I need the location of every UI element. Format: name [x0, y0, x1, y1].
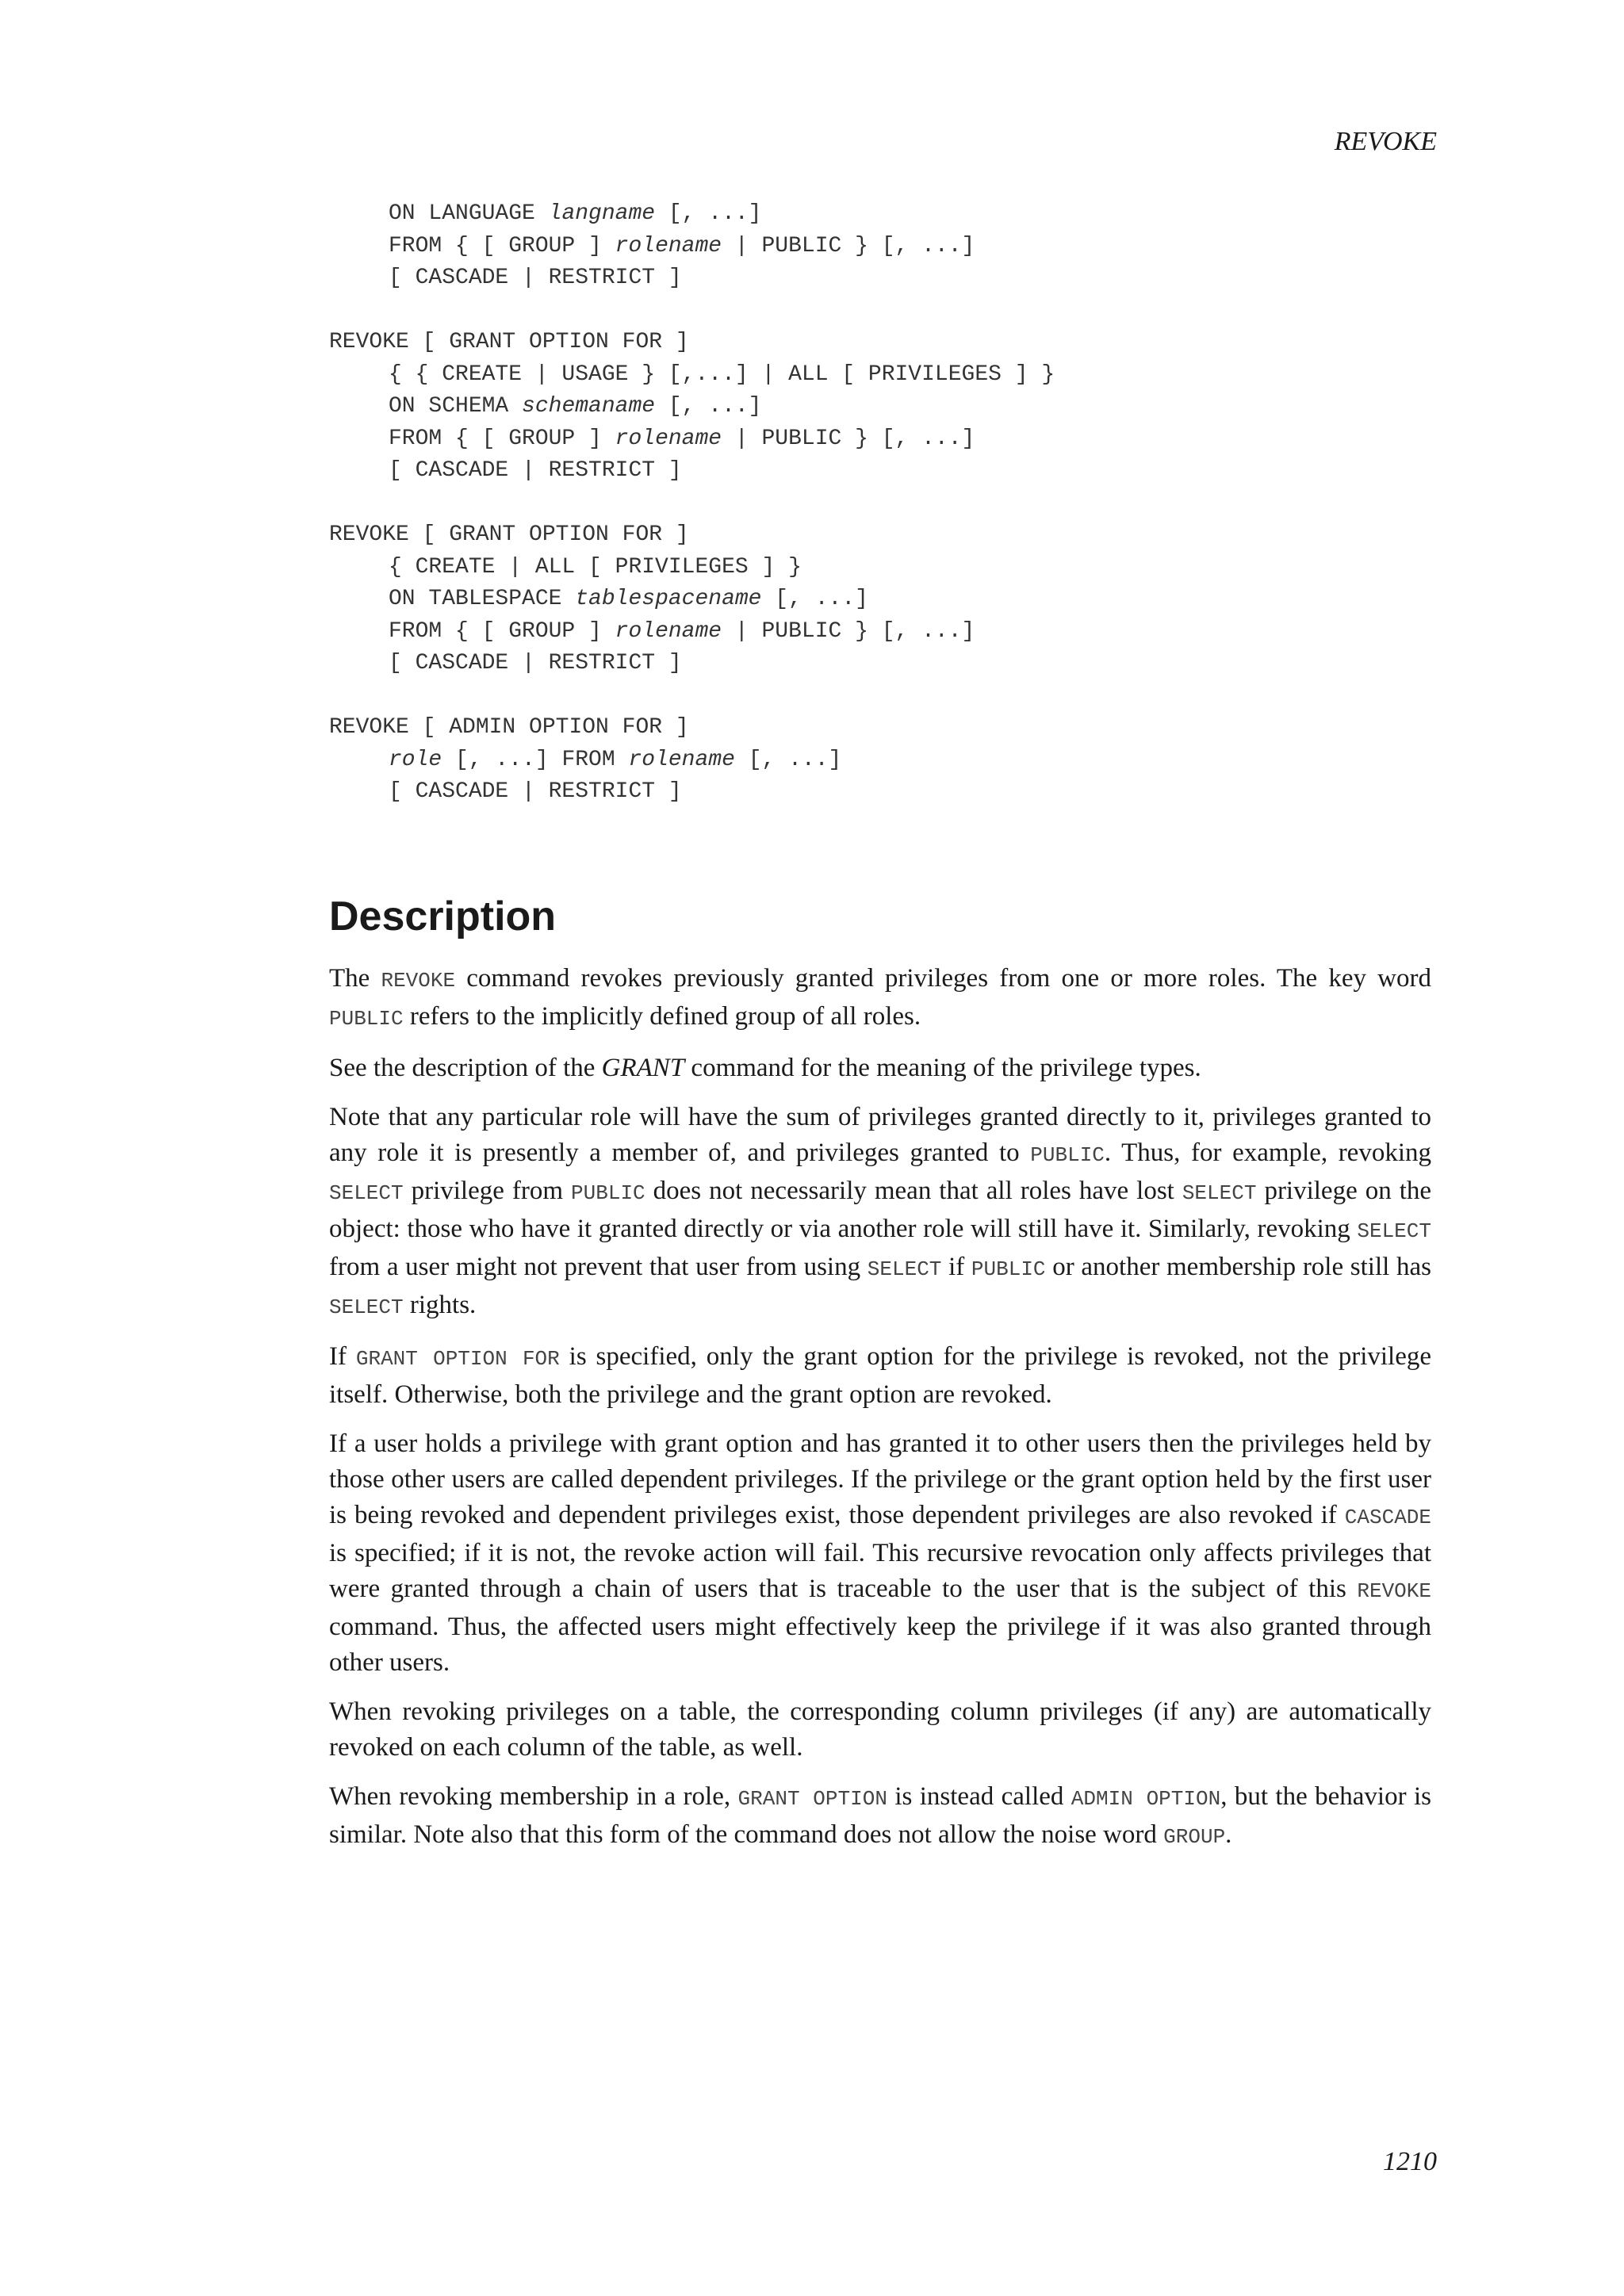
inline-code: SELECT — [329, 1295, 404, 1319]
synopsis-text: | PUBLIC } [, ...] — [722, 233, 975, 258]
synopsis-line — [329, 423, 1055, 456]
inline-code: GRANT OPTION — [737, 1787, 887, 1811]
synopsis-line — [329, 776, 1055, 809]
inline-code: PUBLIC — [329, 1007, 404, 1031]
paragraph-text: When revoking privileges on a table, the corresponding column privileges (if any) are automatically revoked on each column of the table, as well. — [329, 1697, 1431, 1762]
synopsis-line — [329, 391, 1055, 423]
synopsis-line — [329, 744, 1055, 777]
paragraph-text: command revokes previously granted privileges from one or more roles. The key word — [455, 964, 1431, 993]
synopsis-text: { CREATE | ALL [ PRIVILEGES ] } — [389, 554, 802, 580]
synopsis-text: ON TABLESPACE — [389, 587, 576, 611]
synopsis-text: REVOKE [ ADMIN OPTION FOR ] — [329, 715, 689, 740]
running-header: REVOKE — [1334, 127, 1437, 156]
paragraph-text: When revoking membership in a role, — [329, 1782, 738, 1811]
synopsis-line — [329, 552, 1055, 584]
inline-code: REVOKE — [381, 969, 456, 993]
synopsis-line — [329, 359, 1055, 392]
description-body — [329, 961, 1431, 1869]
inline-code: ADMIN OPTION — [1071, 1787, 1221, 1811]
paragraph-text: The — [329, 964, 381, 993]
synopsis-line — [329, 295, 1055, 327]
paragraph-text: if — [941, 1253, 971, 1281]
inline-code: SELECT — [1182, 1181, 1257, 1205]
paragraph-text: If a user holds a privilege with grant option and has granted it to other users then the privileges held by those other users are called dependent privileges. If the privilege or the grant option held by the first user is being revoked and dependent privileges exist, those dependent privileges are also revoked if — [329, 1429, 1431, 1529]
paragraph-text: . — [1225, 1820, 1232, 1849]
paragraph-text: , but the behavior is similar. Note also that this form of the command does not allow the noise word — [329, 1782, 1431, 1849]
synopsis-line — [329, 648, 1055, 680]
synopsis-text: REVOKE [ GRANT OPTION FOR ] — [329, 522, 689, 547]
paragraph-text: If — [329, 1342, 356, 1371]
description-paragraph — [329, 1050, 1431, 1086]
inline-code: PUBLIC — [1030, 1143, 1105, 1167]
synopsis-text: FROM { [ GROUP ] — [389, 618, 615, 644]
inline-code: GRANT OPTION FOR — [355, 1347, 560, 1371]
inline-code: SELECT — [329, 1181, 404, 1205]
paragraph-text: command. Thus, the affected users might effectively keep the privilege if it was also granted through other users. — [329, 1613, 1431, 1677]
inline-code: PUBLIC — [971, 1257, 1046, 1281]
synopsis-text: { { CREATE | USAGE } [,...] | ALL [ PRIVILEGES ] } — [389, 362, 1055, 387]
synopsis-text: REVOKE [ GRANT OPTION FOR ] — [329, 330, 689, 354]
description-paragraph — [329, 1694, 1431, 1766]
page-number: 1210 — [1383, 2147, 1437, 2176]
inline-code: PUBLIC — [571, 1181, 645, 1205]
synopsis-line — [329, 680, 1055, 713]
paragraph-text: command for the meaning of the privilege types. — [684, 1054, 1201, 1082]
synopsis-text: [ CASCADE | RESTRICT ] — [389, 266, 682, 290]
paragraph-text: Note that any particular role will have the sum of privileges granted directly to it, privileges granted to any role it is presently a member of, and privileges granted to — [329, 1103, 1431, 1167]
synopsis-placeholder: schemaname — [522, 394, 656, 419]
paragraph-text: privilege on the object: those who have it granted directly or via another role will still have it. Similarly, revoking — [329, 1177, 1432, 1243]
description-paragraph — [329, 1779, 1431, 1855]
paragraph-text: refers to the implicitly defined group of all roles. — [403, 1002, 921, 1031]
synopsis-text: FROM { [ GROUP ] — [389, 233, 615, 258]
synopsis-line — [329, 231, 1055, 263]
paragraph-text: is specified, only the grant option for the privilege is revoked, not the privilege itself. Otherwise, both the privilege and the grant option are revoked. — [329, 1342, 1431, 1409]
paragraph-text: . Thus, for example, revoking — [1104, 1138, 1431, 1167]
synopsis-line — [329, 712, 1055, 744]
description-paragraph — [329, 1426, 1431, 1681]
synopsis-text: [, ...] — [655, 201, 762, 226]
synopsis-line — [329, 455, 1055, 488]
synopsis-code-block — [329, 198, 1055, 809]
synopsis-line — [329, 327, 1055, 359]
synopsis-text: | PUBLIC } [, ...] — [722, 426, 975, 451]
synopsis-text: ON SCHEMA — [389, 394, 523, 419]
paragraph-text: is instead called — [887, 1782, 1071, 1811]
command-reference: GRANT — [601, 1054, 685, 1082]
description-paragraph — [329, 961, 1431, 1037]
synopsis-placeholder: rolename — [615, 426, 722, 451]
synopsis-text: [, ...] FROM — [442, 747, 629, 772]
synopsis-placeholder: rolename — [615, 618, 722, 644]
synopsis-text: | PUBLIC } [, ...] — [722, 618, 975, 644]
description-paragraph — [329, 1100, 1431, 1326]
synopsis-text: FROM { [ GROUP ] — [389, 426, 615, 451]
synopsis-line — [329, 584, 1055, 616]
synopsis-line — [329, 519, 1055, 552]
synopsis-placeholder: tablespacename — [575, 587, 762, 611]
paragraph-text: privilege from — [403, 1177, 572, 1205]
synopsis-line — [329, 198, 1055, 231]
synopsis-text: [ CASCADE | RESTRICT ] — [389, 779, 682, 804]
synopsis-text: [, ...] — [761, 587, 868, 611]
paragraph-text: rights. — [403, 1291, 477, 1319]
paragraph-text: from a user might not prevent that user from using — [329, 1253, 868, 1281]
description-paragraph — [329, 1339, 1431, 1413]
section-title: Description — [329, 894, 557, 939]
synopsis-placeholder: rolename — [628, 747, 735, 772]
paragraph-text: See the description of the — [329, 1054, 602, 1082]
synopsis-placeholder: role — [389, 747, 442, 772]
synopsis-line — [329, 616, 1055, 649]
inline-code: CASCADE — [1344, 1506, 1431, 1529]
paragraph-text: is specified; if it is not, the revoke action will fail. This recursive revocation only affects privileges that were granted through a chain of users that is traceable to the user that is the subject of this — [329, 1539, 1431, 1603]
synopsis-text: [ CASCADE | RESTRICT ] — [389, 651, 682, 675]
synopsis-placeholder: langname — [548, 201, 656, 226]
inline-code: GROUP — [1163, 1825, 1226, 1849]
synopsis-text: [ CASCADE | RESTRICT ] — [389, 458, 682, 483]
paragraph-text: or another membership role still has — [1045, 1253, 1431, 1281]
synopsis-text: [, ...] — [734, 747, 842, 772]
inline-code: SELECT — [1357, 1219, 1431, 1243]
synopsis-placeholder: rolename — [615, 233, 722, 258]
synopsis-text: [, ...] — [655, 394, 762, 419]
inline-code: SELECT — [867, 1257, 942, 1281]
synopsis-text: ON LANGUAGE — [389, 201, 549, 226]
paragraph-text: does not necessarily mean that all roles have lost — [645, 1177, 1182, 1205]
inline-code: REVOKE — [1357, 1579, 1431, 1603]
synopsis-line — [329, 262, 1055, 295]
synopsis-line — [329, 488, 1055, 520]
